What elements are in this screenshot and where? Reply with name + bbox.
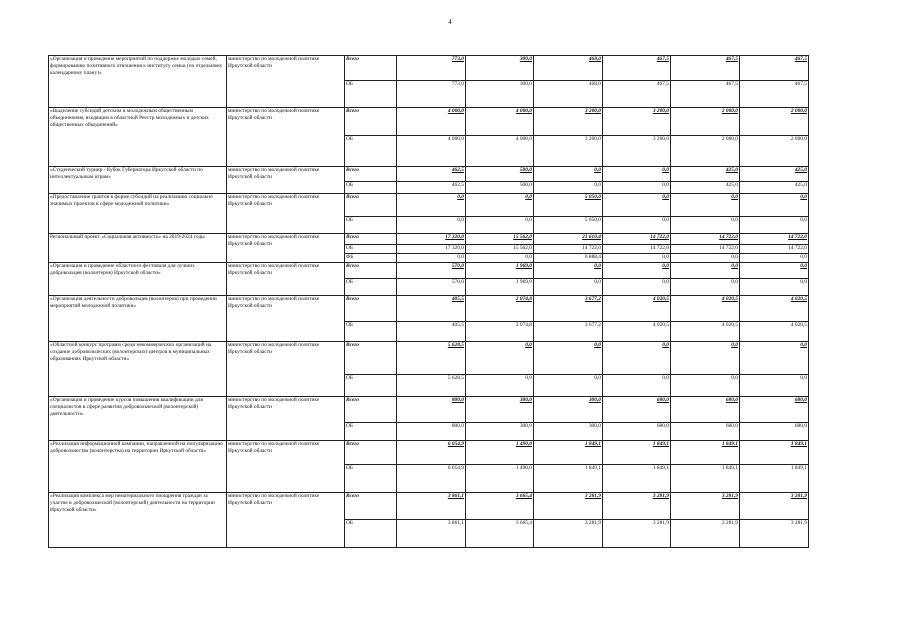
amount-cell: 3 665,4 (466, 520, 534, 548)
amount-cell: 4 020,5 (671, 296, 740, 322)
amount-cell: 1 490,0 (466, 465, 534, 493)
event-name-cell: «Реализация информационной кампании, направленной на популяризацию добровольчества (волонтерства) на территории Иркутской области» (49, 441, 227, 493)
amount-cell: 1 849,1 (671, 441, 740, 465)
amount-cell: 0,0 (603, 254, 671, 263)
amount-cell: 467,5 (603, 81, 671, 108)
amount-cell: 3 281,9 (740, 493, 809, 520)
table-row-total (49, 108, 809, 136)
amount-cell: 467,5 (671, 56, 740, 81)
funding-source-cell: ОБ (345, 217, 397, 234)
amount-cell: 14 722,0 (671, 234, 740, 245)
amount-cell: 5 628,5 (397, 375, 466, 397)
amount-cell: 3 665,4 (466, 493, 534, 520)
amount-cell: 5 050,0 (534, 194, 603, 217)
amount-cell: 500,0 (466, 167, 534, 182)
amount-cell: 4 020,5 (671, 322, 740, 342)
amount-cell: 2 074,8 (466, 322, 534, 342)
amount-cell: 0,0 (534, 279, 603, 296)
executor-cell: министерство по молодежной политике Иркутской области (227, 56, 345, 108)
amount-cell: 0,0 (603, 375, 671, 397)
amount-cell: 0,0 (603, 182, 671, 194)
amount-cell: 4 020,5 (740, 296, 809, 322)
amount-cell: 0,0 (603, 194, 671, 217)
amount-cell: 300,0 (466, 397, 534, 423)
amount-cell: 773,0 (397, 81, 466, 108)
amount-cell: 0,0 (534, 167, 603, 182)
amount-cell: 0,0 (740, 279, 809, 296)
table-row-total (49, 441, 809, 465)
funding-source-cell: Всего (345, 493, 397, 520)
amount-cell: 0,0 (603, 217, 671, 234)
event-name-cell: «Организация и проведение мероприятий по поддержке молодых семей, формированию позитивного отношения к институту семьи (по отдельному календарному плану)» (49, 56, 227, 108)
amount-cell: 0,0 (603, 263, 671, 279)
amount-cell: 467,5 (671, 81, 740, 108)
amount-cell: 3 281,9 (671, 493, 740, 520)
amount-cell: 0,0 (740, 217, 809, 234)
amount-cell: 2 074,8 (466, 296, 534, 322)
amount-cell: 0,0 (740, 342, 809, 375)
amount-cell: 3 677,2 (534, 322, 603, 342)
amount-cell: 1 490,0 (466, 441, 534, 465)
funding-source-cell: Всего (345, 296, 397, 322)
amount-cell: 467,5 (740, 81, 809, 108)
funding-source-cell: ОБ (345, 322, 397, 342)
amount-cell: 15 562,0 (466, 245, 534, 254)
table-row-total (49, 397, 809, 423)
funding-source-cell: ОБ (345, 279, 397, 296)
amount-cell: 4 020,5 (603, 322, 671, 342)
amount-cell: 680,0 (740, 397, 809, 423)
amount-cell: 680,0 (671, 397, 740, 423)
funding-source-cell: ОБ (345, 182, 397, 194)
amount-cell: 5 628,5 (397, 342, 466, 375)
table-row-total (49, 234, 809, 245)
amount-cell: 468,0 (534, 81, 603, 108)
event-name-cell: «Выделение субсидий детским и молодежным общественным объединениям, входящим в областной Реестр молодежных и детских общественных объединений» (49, 108, 227, 167)
amount-cell: 0,0 (740, 375, 809, 397)
amount-cell: 425,0 (740, 167, 809, 182)
amount-cell: 300,0 (534, 423, 603, 441)
amount-cell: 4 000,0 (397, 136, 466, 167)
amount-cell: 680,0 (603, 423, 671, 441)
funding-source-cell: ОБ (345, 245, 397, 254)
funding-source-cell: ОБ (345, 81, 397, 108)
amount-cell: 462,5 (397, 167, 466, 182)
amount-cell: 2 000,0 (671, 108, 740, 136)
amount-cell: 0,0 (466, 254, 534, 263)
amount-cell: 1 849,1 (603, 441, 671, 465)
amount-cell: 0,0 (671, 263, 740, 279)
amount-cell: 0,0 (740, 263, 809, 279)
table-row-total (49, 56, 809, 81)
amount-cell: 425,0 (740, 182, 809, 194)
funding-source-cell: ОБ (345, 423, 397, 441)
amount-cell: 4 000,0 (466, 108, 534, 136)
executor-cell: министерство по молодежной политике Иркутской области (227, 167, 345, 194)
amount-cell: 14 722,0 (534, 245, 603, 254)
amount-cell: 3 200,0 (534, 108, 603, 136)
amount-cell: 4 020,5 (740, 322, 809, 342)
funding-source-cell: Всего (345, 108, 397, 136)
event-name-cell: «Студенческий турнир - Кубок Губернатора Иркутской области по интеллектуальным играм» (49, 167, 227, 194)
amount-cell: 0,0 (671, 375, 740, 397)
amount-cell: 467,5 (740, 56, 809, 81)
executor-cell: министерство по молодежной политике Иркутской области (227, 194, 345, 234)
amount-cell: 3 281,9 (534, 520, 603, 548)
amount-cell: 0,0 (466, 194, 534, 217)
amount-cell: 0,0 (671, 279, 740, 296)
amount-cell: 3 281,9 (671, 520, 740, 548)
amount-cell: 500,0 (466, 182, 534, 194)
amount-cell: 800,0 (397, 397, 466, 423)
funding-source-cell: Всего (345, 263, 397, 279)
funding-source-cell: ФБ (345, 254, 397, 263)
event-name-cell: Региональный проект «Социальная активность» на 2019-2024 годы (49, 234, 227, 263)
amount-cell: 3 281,9 (740, 520, 809, 548)
funding-source-cell: Всего (345, 234, 397, 245)
amount-cell: 14 722,0 (671, 245, 740, 254)
amount-cell: 21 610,4 (534, 234, 603, 245)
amount-cell: 300,0 (466, 81, 534, 108)
funding-source-cell: Всего (345, 441, 397, 465)
amount-cell: 0,0 (397, 254, 466, 263)
amount-cell: 0,0 (671, 217, 740, 234)
amount-cell: 15 562,0 (466, 234, 534, 245)
amount-cell: 0,0 (466, 217, 534, 234)
amount-cell: 300,0 (466, 423, 534, 441)
executor-cell: министерство по молодежной политике Иркутской области (227, 234, 345, 263)
amount-cell: 467,5 (603, 56, 671, 81)
amount-cell: 14 722,0 (740, 234, 809, 245)
page-number: 4 (448, 18, 452, 26)
amount-cell: 462,5 (397, 182, 466, 194)
event-name-cell: «Организация деятельности добровольцев (волонтеров) при проведении мероприятий молодежной политики» (49, 296, 227, 342)
amount-cell: 773,0 (397, 56, 466, 81)
funding-source-cell: Всего (345, 342, 397, 375)
amount-cell: 14 722,0 (603, 245, 671, 254)
amount-cell: 570,0 (397, 263, 466, 279)
table-row-total (49, 167, 809, 182)
executor-cell: министерство по молодежной политике Иркутской области (227, 263, 345, 296)
amount-cell: 300,0 (534, 397, 603, 423)
event-name-cell: «Реализация комплекса мер нематериального поощрения граждан за участие в добровольческой (волонтерской) деятельности на территории Иркутской области» (49, 493, 227, 548)
amount-cell: 0,0 (740, 194, 809, 217)
funding-source-cell: ОБ (345, 136, 397, 167)
amount-cell: 2 000,0 (740, 136, 809, 167)
event-name-cell: «Организация и проведение областного фестиваля для лучших добровольцев (волонтеров) Иркутской области» (49, 263, 227, 296)
amount-cell: 3 200,0 (534, 136, 603, 167)
amount-cell: 0,0 (466, 375, 534, 397)
executor-cell: министерство по молодежной политике Иркутской области (227, 441, 345, 493)
funding-source-cell: ОБ (345, 520, 397, 548)
amount-cell: 0,0 (671, 194, 740, 217)
amount-cell: 405,5 (397, 322, 466, 342)
amount-cell: 300,0 (466, 56, 534, 81)
budget-table (48, 55, 809, 548)
amount-cell: 3 281,9 (603, 520, 671, 548)
amount-cell: 570,0 (397, 279, 466, 296)
amount-cell: 14 722,0 (603, 234, 671, 245)
amount-cell: 2 000,0 (740, 108, 809, 136)
amount-cell: 5 050,0 (534, 217, 603, 234)
amount-cell: 468,0 (534, 56, 603, 81)
amount-cell: 425,0 (671, 182, 740, 194)
amount-cell: 680,0 (671, 423, 740, 441)
amount-cell: 4 020,5 (603, 296, 671, 322)
amount-cell: 405,5 (397, 296, 466, 322)
funding-source-cell: ОБ (345, 465, 397, 493)
event-name-cell: «Областной конкурс программ среди некоммерческих организаций на создание добровольческих (волонтерских) центров в муниципальных образованиях Иркутской области» (49, 342, 227, 397)
event-name-cell: «Предоставление грантов в форме субсидий на реализацию социально значимых проектов в сфере молодежной политики» (49, 194, 227, 234)
executor-cell: министерство по молодежной политике Иркутской области (227, 493, 345, 548)
executor-cell: министерство по молодежной политике Иркутской области (227, 108, 345, 167)
amount-cell: 0,0 (534, 342, 603, 375)
amount-cell: 17 320,0 (397, 234, 466, 245)
amount-cell: 0,0 (740, 254, 809, 263)
funding-source-cell: Всего (345, 167, 397, 182)
amount-cell: 6 054,9 (397, 465, 466, 493)
amount-cell: 1 969,0 (466, 279, 534, 296)
amount-cell: 3 281,9 (534, 493, 603, 520)
executor-cell: министерство по молодежной политике Иркутской области (227, 397, 345, 441)
amount-cell: 2 000,0 (671, 136, 740, 167)
amount-cell: 0,0 (603, 279, 671, 296)
amount-cell: 1 849,1 (740, 441, 809, 465)
budget-table-body (49, 56, 809, 548)
amount-cell: 0,0 (466, 342, 534, 375)
amount-cell: 425,0 (671, 167, 740, 182)
amount-cell: 3 861,1 (397, 493, 466, 520)
funding-source-cell: Всего (345, 397, 397, 423)
amount-cell: 0,0 (603, 167, 671, 182)
executor-cell: министерство по молодежной политике Иркутской области (227, 296, 345, 342)
table-row-total (49, 493, 809, 520)
funding-source-cell: ОБ (345, 375, 397, 397)
amount-cell: 4 000,0 (397, 108, 466, 136)
amount-cell: 14 722,0 (740, 245, 809, 254)
table-row-total (49, 342, 809, 375)
amount-cell: 3 200,0 (603, 108, 671, 136)
amount-cell: 0,0 (534, 375, 603, 397)
amount-cell: 0,0 (534, 182, 603, 194)
amount-cell: 0,0 (671, 342, 740, 375)
executor-cell: министерство по молодежной политике Иркутской области (227, 342, 345, 397)
amount-cell: 17 320,0 (397, 245, 466, 254)
amount-cell: 4 000,0 (466, 136, 534, 167)
amount-cell: 3 200,0 (603, 136, 671, 167)
amount-cell: 680,0 (603, 397, 671, 423)
amount-cell: 1 849,1 (740, 465, 809, 493)
amount-cell: 0,0 (397, 217, 466, 234)
amount-cell: 1 849,1 (534, 441, 603, 465)
event-name-cell: «Организация и проведение курсов повышения квалификации для специалистов в сфере развития добровольческой (волонтерской) деятельности» (49, 397, 227, 441)
amount-cell: 1 969,0 (466, 263, 534, 279)
table-row-total (49, 296, 809, 322)
amount-cell: 1 849,1 (671, 465, 740, 493)
amount-cell: 0,0 (603, 342, 671, 375)
amount-cell: 1 849,1 (603, 465, 671, 493)
amount-cell: 800,0 (397, 423, 466, 441)
amount-cell: 3 677,2 (534, 296, 603, 322)
amount-cell: 3 281,9 (603, 493, 671, 520)
table-row-total (49, 263, 809, 279)
amount-cell: 0,0 (397, 194, 466, 217)
amount-cell: 1 849,1 (534, 465, 603, 493)
amount-cell: 3 861,1 (397, 520, 466, 548)
funding-source-cell: Всего (345, 194, 397, 217)
table-row-total (49, 194, 809, 217)
amount-cell: 6 888,4 (534, 254, 603, 263)
funding-source-cell: Всего (345, 56, 397, 81)
amount-cell: 0,0 (671, 254, 740, 263)
amount-cell: 680,0 (740, 423, 809, 441)
amount-cell: 0,0 (534, 263, 603, 279)
amount-cell: 6 054,9 (397, 441, 466, 465)
